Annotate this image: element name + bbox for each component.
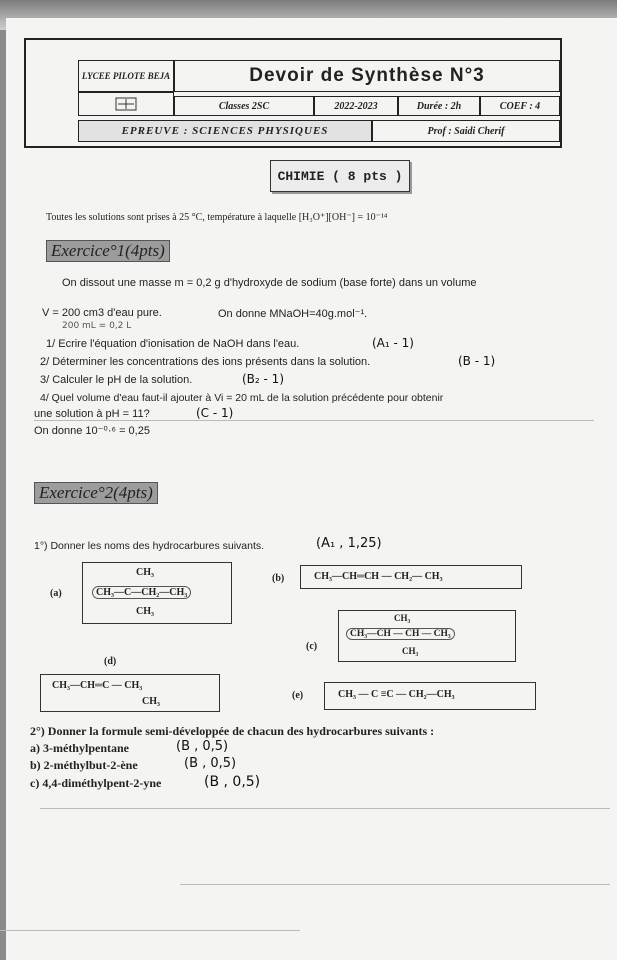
divider (0, 930, 300, 931)
logo-icon (115, 97, 137, 111)
ex2-q1-mark: (A₁ , 1,25) (316, 536, 382, 551)
ex2-question-2: 2°) Donner la formule semi-développée de chacun des hydrocarbures suivants : (30, 724, 435, 738)
ex1-q1-mark: (A₁ - 1) (372, 336, 414, 350)
intro-text: Toutes les solutions sont prises à 25 °C, température à laquelle [H₃O⁺][OH⁻] = 10⁻¹⁴ (46, 212, 388, 223)
ex2-q2b-mark: (B , 0,5) (184, 756, 237, 771)
school-name: LYCEE PILOTE BEJA (78, 60, 174, 92)
ex2-q2c-mark: (B , 0,5) (204, 774, 261, 790)
ex1-q3-mark: (B₂ - 1) (242, 372, 284, 386)
exercise-1-title: Exercice°1(4pts) (46, 240, 170, 262)
exam-title: Devoir de Synthèse N°3 (174, 60, 560, 92)
classes-cell: Classes 2SC (174, 96, 314, 116)
formula-a-label: (a) (50, 588, 62, 599)
formula-d-main: CH₃—CH═C — CH₃ (52, 680, 143, 691)
formula-c-main: CH₃—CH — CH — CH₃ (346, 628, 455, 640)
ex1-question-3: 3/ Calculer le pH de la solution. (40, 374, 193, 386)
formula-a-bottom: CH₃ (136, 606, 154, 617)
ex2-question-1: 1°) Donner les noms des hydrocarbures suivants. (34, 540, 265, 552)
formula-a-main: CH₃—C—CH₂—CH₃ (92, 586, 191, 599)
formula-b-label: (b) (272, 573, 285, 584)
formula-c-bottom: CH₃ (402, 646, 419, 656)
ex2-question-2c: c) 4,4-diméthylpent-2-yne (30, 776, 162, 790)
formula-d-label: (d) (104, 656, 117, 667)
prof-cell: Prof : Saidi Cherif (372, 120, 560, 142)
divider (180, 884, 610, 885)
ex1-molar-mass: On donne MNaOH=40g.mol⁻¹. (218, 308, 368, 320)
divider (40, 808, 610, 809)
ex1-handwritten-note: 200 mL = 0,2 L (62, 321, 132, 331)
ex2-q2a-mark: (B , 0,5) (176, 739, 229, 754)
divider (34, 420, 594, 421)
duration-cell: Durée : 2h (398, 96, 480, 116)
school-logo (78, 92, 174, 116)
header-table (24, 38, 562, 148)
chimie-section-label: CHIMIE ( 8 pts ) (270, 160, 410, 192)
ex1-q2-mark: (B - 1) (458, 354, 496, 368)
year-cell: 2022-2023 (314, 96, 398, 116)
ex1-question-4-cont: une solution à pH = 11? (34, 408, 150, 420)
formula-c-top: CH₃ (394, 613, 411, 623)
formula-b-main: CH₃—CH═CH — CH₂— CH₃ (314, 571, 443, 582)
ex1-volume: V = 200 cm3 d'eau pure. (42, 307, 162, 319)
ex1-question-2: 2/ Déterminer les concentrations des ions présents dans la solution. (40, 356, 371, 368)
formula-d-bottom: CH₃ (142, 696, 160, 707)
ex1-given: On donne 10⁻⁰·⁶ = 0,25 (34, 425, 150, 437)
ex1-q4-mark: (C - 1) (196, 406, 234, 420)
ex1-question-1: 1/ Ecrire l'équation d'ionisation de NaOH dans l'eau. (46, 338, 300, 350)
ex2-question-2a: a) 3-méthylpentane (30, 741, 129, 755)
formula-c-label: (c) (306, 641, 318, 652)
coef-cell: COEF : 4 (480, 96, 560, 116)
subject-cell: EPREUVE : SCIENCES PHYSIQUES (78, 120, 372, 142)
exercise-2-title: Exercice°2(4pts) (34, 482, 158, 504)
formula-e-main: CH₃ — C ≡C — CH₂—CH₃ (338, 689, 455, 700)
formula-e-label: (e) (292, 690, 304, 701)
formula-a-top: CH₃ (136, 567, 154, 578)
ex1-statement: On dissout une masse m = 0,2 g d'hydroxyde de sodium (base forte) dans un volume (62, 277, 477, 289)
ex2-question-2b: b) 2-méthylbut-2-ène (30, 758, 138, 772)
ex1-question-4: 4/ Quel volume d'eau faut-il ajouter à Vi = 20 mL de la solution précédente pour obtenir (40, 392, 444, 404)
